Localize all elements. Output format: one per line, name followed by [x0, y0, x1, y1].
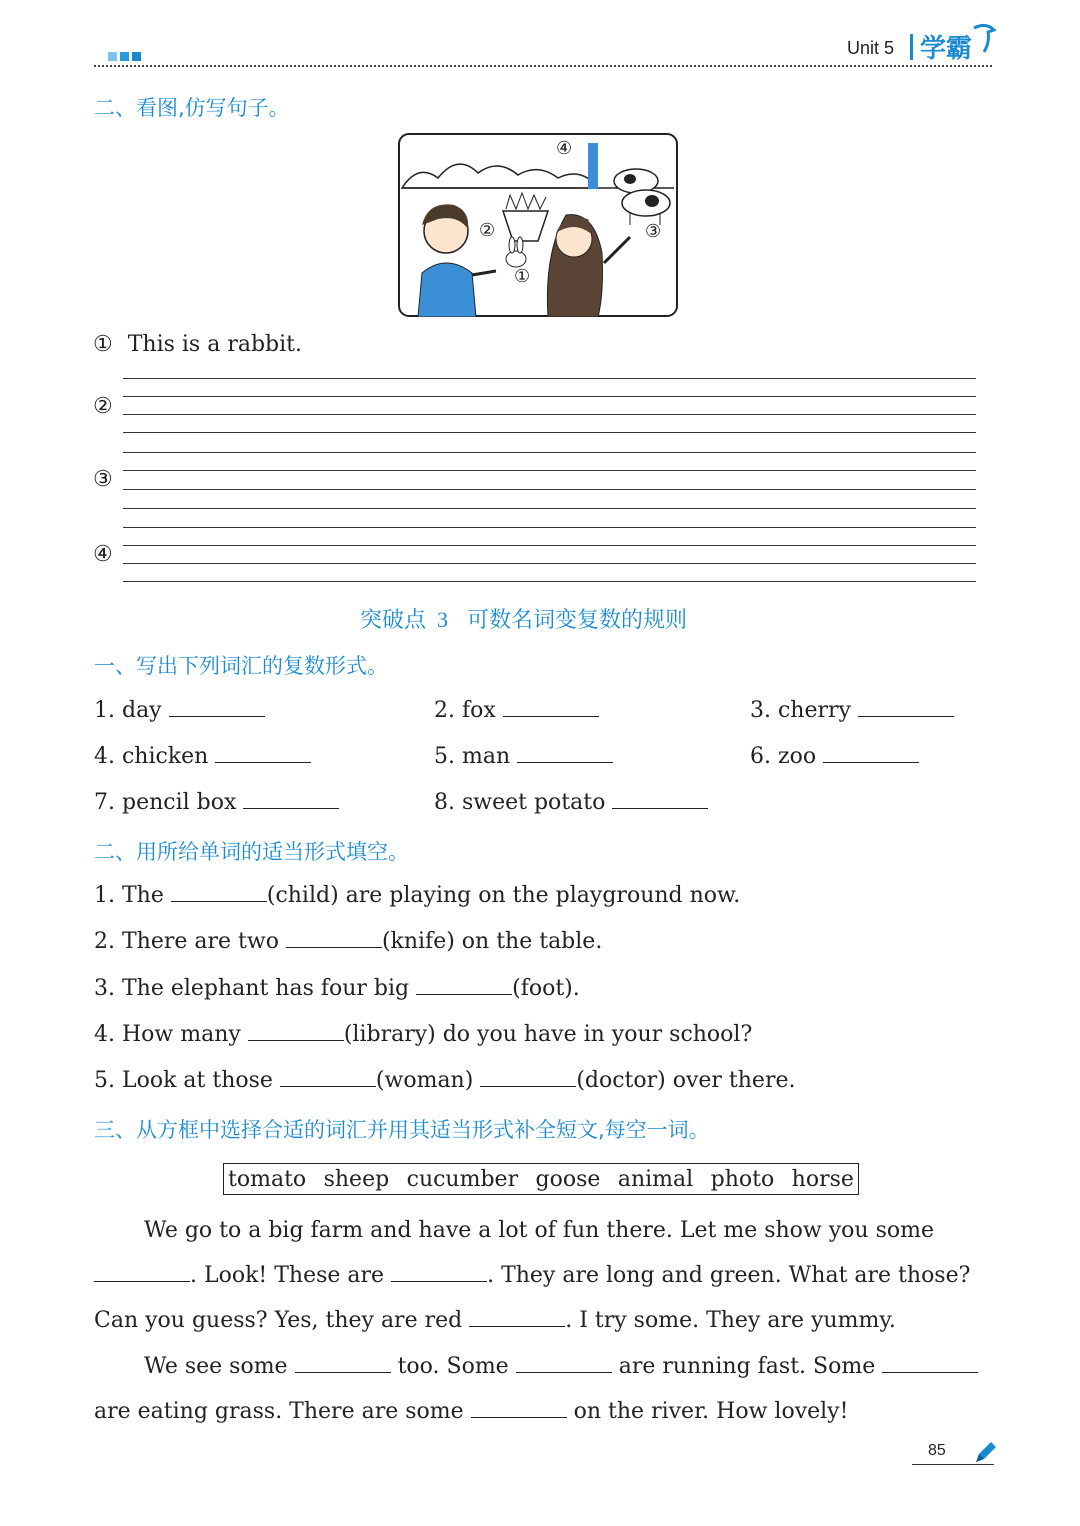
plural-item: [750, 744, 919, 769]
breakthrough-number: 3: [437, 607, 449, 632]
scene-illustration: [398, 133, 678, 317]
part2-title: 二、用所给单词的适当形式填空。: [94, 840, 409, 864]
brand-logo: 学霸: [920, 34, 973, 64]
answer-blank[interactable]: [169, 698, 265, 717]
writing-line: [123, 489, 976, 490]
answer-blank[interactable]: [295, 1354, 391, 1373]
sentence-text: (knife) on the table.: [381, 929, 603, 954]
line-marker-4: ④: [93, 542, 113, 567]
item-word: 2. fox: [434, 698, 496, 723]
writing-line: [123, 581, 976, 582]
answer-blank[interactable]: [248, 1022, 344, 1041]
writing-line: [123, 508, 976, 509]
passage-text: are eating grass. There are some: [94, 1399, 464, 1424]
fill-sentence: [94, 883, 740, 908]
sentence-text: 2. There are two: [94, 929, 279, 954]
section-title-write: 二、看图,仿写句子。: [94, 96, 290, 120]
fill-sentence: [94, 1022, 752, 1047]
writing-line: [123, 414, 976, 415]
writing-line: [123, 470, 976, 471]
answer-blank[interactable]: [823, 744, 919, 763]
unit-label: Unit 5: [846, 38, 894, 58]
answer-blank[interactable]: [416, 976, 512, 995]
answer-blank[interactable]: [480, 1068, 576, 1087]
item-word: 7. pencil box: [94, 790, 237, 815]
writing-line: [123, 563, 976, 564]
example-sentence: [93, 332, 302, 357]
item-word: 5. man: [434, 744, 511, 769]
decor-square: [120, 52, 129, 61]
sentence-text: (foot).: [512, 976, 580, 1001]
word-option: animal: [617, 1166, 694, 1192]
item-word: 3. cherry: [750, 698, 851, 723]
plural-item: [434, 744, 613, 769]
part1-title: 一、写出下列词汇的复数形式。: [94, 654, 388, 678]
picture-marker-3: ③: [645, 221, 662, 242]
passage-text: on the river. How lovely!: [573, 1399, 849, 1424]
sentence-text: 3. The elephant has four big: [94, 976, 410, 1001]
answer-blank[interactable]: [286, 929, 382, 948]
passage-text: too. Some: [397, 1354, 509, 1379]
writing-line: [123, 378, 976, 379]
breakthrough-heading: [360, 603, 687, 634]
line-marker-2: ②: [93, 394, 113, 419]
passage-text: . I try some. They are yummy.: [565, 1308, 896, 1333]
pencil-icon: [972, 1440, 998, 1470]
item-word: 8. sweet potato: [434, 790, 606, 815]
passage-line: [94, 1344, 994, 1389]
sentence-text: (woman): [375, 1068, 474, 1093]
passage-text: Can you guess? Yes, they are red: [94, 1308, 463, 1333]
passage-text: . They are long and green. What are those?: [487, 1263, 971, 1288]
writing-line: [123, 452, 976, 453]
sentence-text: 5. Look at those: [94, 1068, 273, 1093]
part3-title: 三、从方框中选择合适的词汇并用其适当形式补全短文,每空一词。: [94, 1118, 710, 1142]
decor-square: [108, 52, 117, 61]
example-marker: ①: [93, 332, 113, 357]
passage-line: [94, 1298, 994, 1343]
plural-item: [750, 698, 954, 723]
word-option: cucumber: [406, 1166, 519, 1192]
passage-text: are running fast. Some: [618, 1354, 876, 1379]
sentence-text: 4. How many: [94, 1022, 241, 1047]
answer-blank[interactable]: [612, 790, 708, 809]
word-option: horse: [791, 1166, 854, 1192]
fill-sentence: [94, 1068, 796, 1093]
passage-text: We go to a big farm and have a lot of fun there. Let me show you some: [144, 1218, 935, 1243]
passage-paragraph-2: [94, 1344, 994, 1434]
answer-blank[interactable]: [517, 744, 613, 763]
answer-blank[interactable]: [215, 744, 311, 763]
answer-blank[interactable]: [516, 1354, 612, 1373]
header-decoration: [108, 46, 144, 65]
writing-line: [123, 545, 976, 546]
word-option: photo: [710, 1166, 775, 1192]
passage-text: We see some: [144, 1354, 288, 1379]
picture-marker-1: ①: [514, 266, 531, 287]
answer-blank[interactable]: [882, 1354, 978, 1373]
picture-marker-4: ④: [556, 138, 573, 159]
answer-blank[interactable]: [391, 1263, 487, 1282]
decor-square: [132, 52, 141, 61]
item-word: 1. day: [94, 698, 162, 723]
sentence-text: 1. The: [94, 883, 164, 908]
answer-blank[interactable]: [94, 1263, 190, 1282]
word-option: sheep: [323, 1166, 390, 1192]
sentence-text: (library) do you have in your school?: [343, 1022, 753, 1047]
plural-item: [94, 698, 265, 723]
header-rule: [94, 65, 992, 67]
page-number: 85: [928, 1442, 946, 1459]
picture-marker-2: ②: [479, 220, 496, 241]
sentence-text: (doctor) over there.: [576, 1068, 796, 1093]
passage-paragraph-1: [94, 1208, 994, 1343]
writing-line: [123, 527, 976, 528]
passage-text: . Look! These are: [190, 1263, 385, 1288]
answer-blank[interactable]: [471, 1399, 567, 1418]
fill-sentence: [94, 929, 602, 954]
plural-item: [434, 698, 599, 723]
word-option: goose: [535, 1166, 601, 1192]
passage-line: [94, 1389, 994, 1434]
brand-swoosh-icon: [972, 22, 996, 60]
item-word: 4. chicken: [94, 744, 209, 769]
breakthrough-title: 可数名词变复数的规则: [467, 608, 688, 633]
example-text: This is a rabbit.: [127, 332, 302, 357]
plural-item: [434, 790, 708, 815]
passage-line: [94, 1208, 994, 1253]
answer-blank[interactable]: [280, 1068, 376, 1087]
item-word: 6. zoo: [750, 744, 817, 769]
breakthrough-label: 突破点: [360, 608, 427, 633]
fill-sentence: [94, 976, 580, 1001]
writing-line: [123, 432, 976, 433]
passage-line: [94, 1253, 994, 1298]
word-option: tomato: [228, 1166, 307, 1192]
answer-blank[interactable]: [858, 698, 954, 717]
answer-blank[interactable]: [503, 698, 599, 717]
answer-blank[interactable]: [171, 883, 267, 902]
brand-bar: [910, 34, 913, 60]
answer-blank[interactable]: [243, 790, 339, 809]
writing-line: [123, 396, 976, 397]
answer-blank[interactable]: [469, 1308, 565, 1327]
line-marker-3: ③: [93, 467, 113, 492]
word-box: [223, 1163, 859, 1195]
sentence-text: (child) are playing on the playground now.: [266, 883, 741, 908]
plural-item: [94, 744, 311, 769]
plural-item: [94, 790, 339, 815]
